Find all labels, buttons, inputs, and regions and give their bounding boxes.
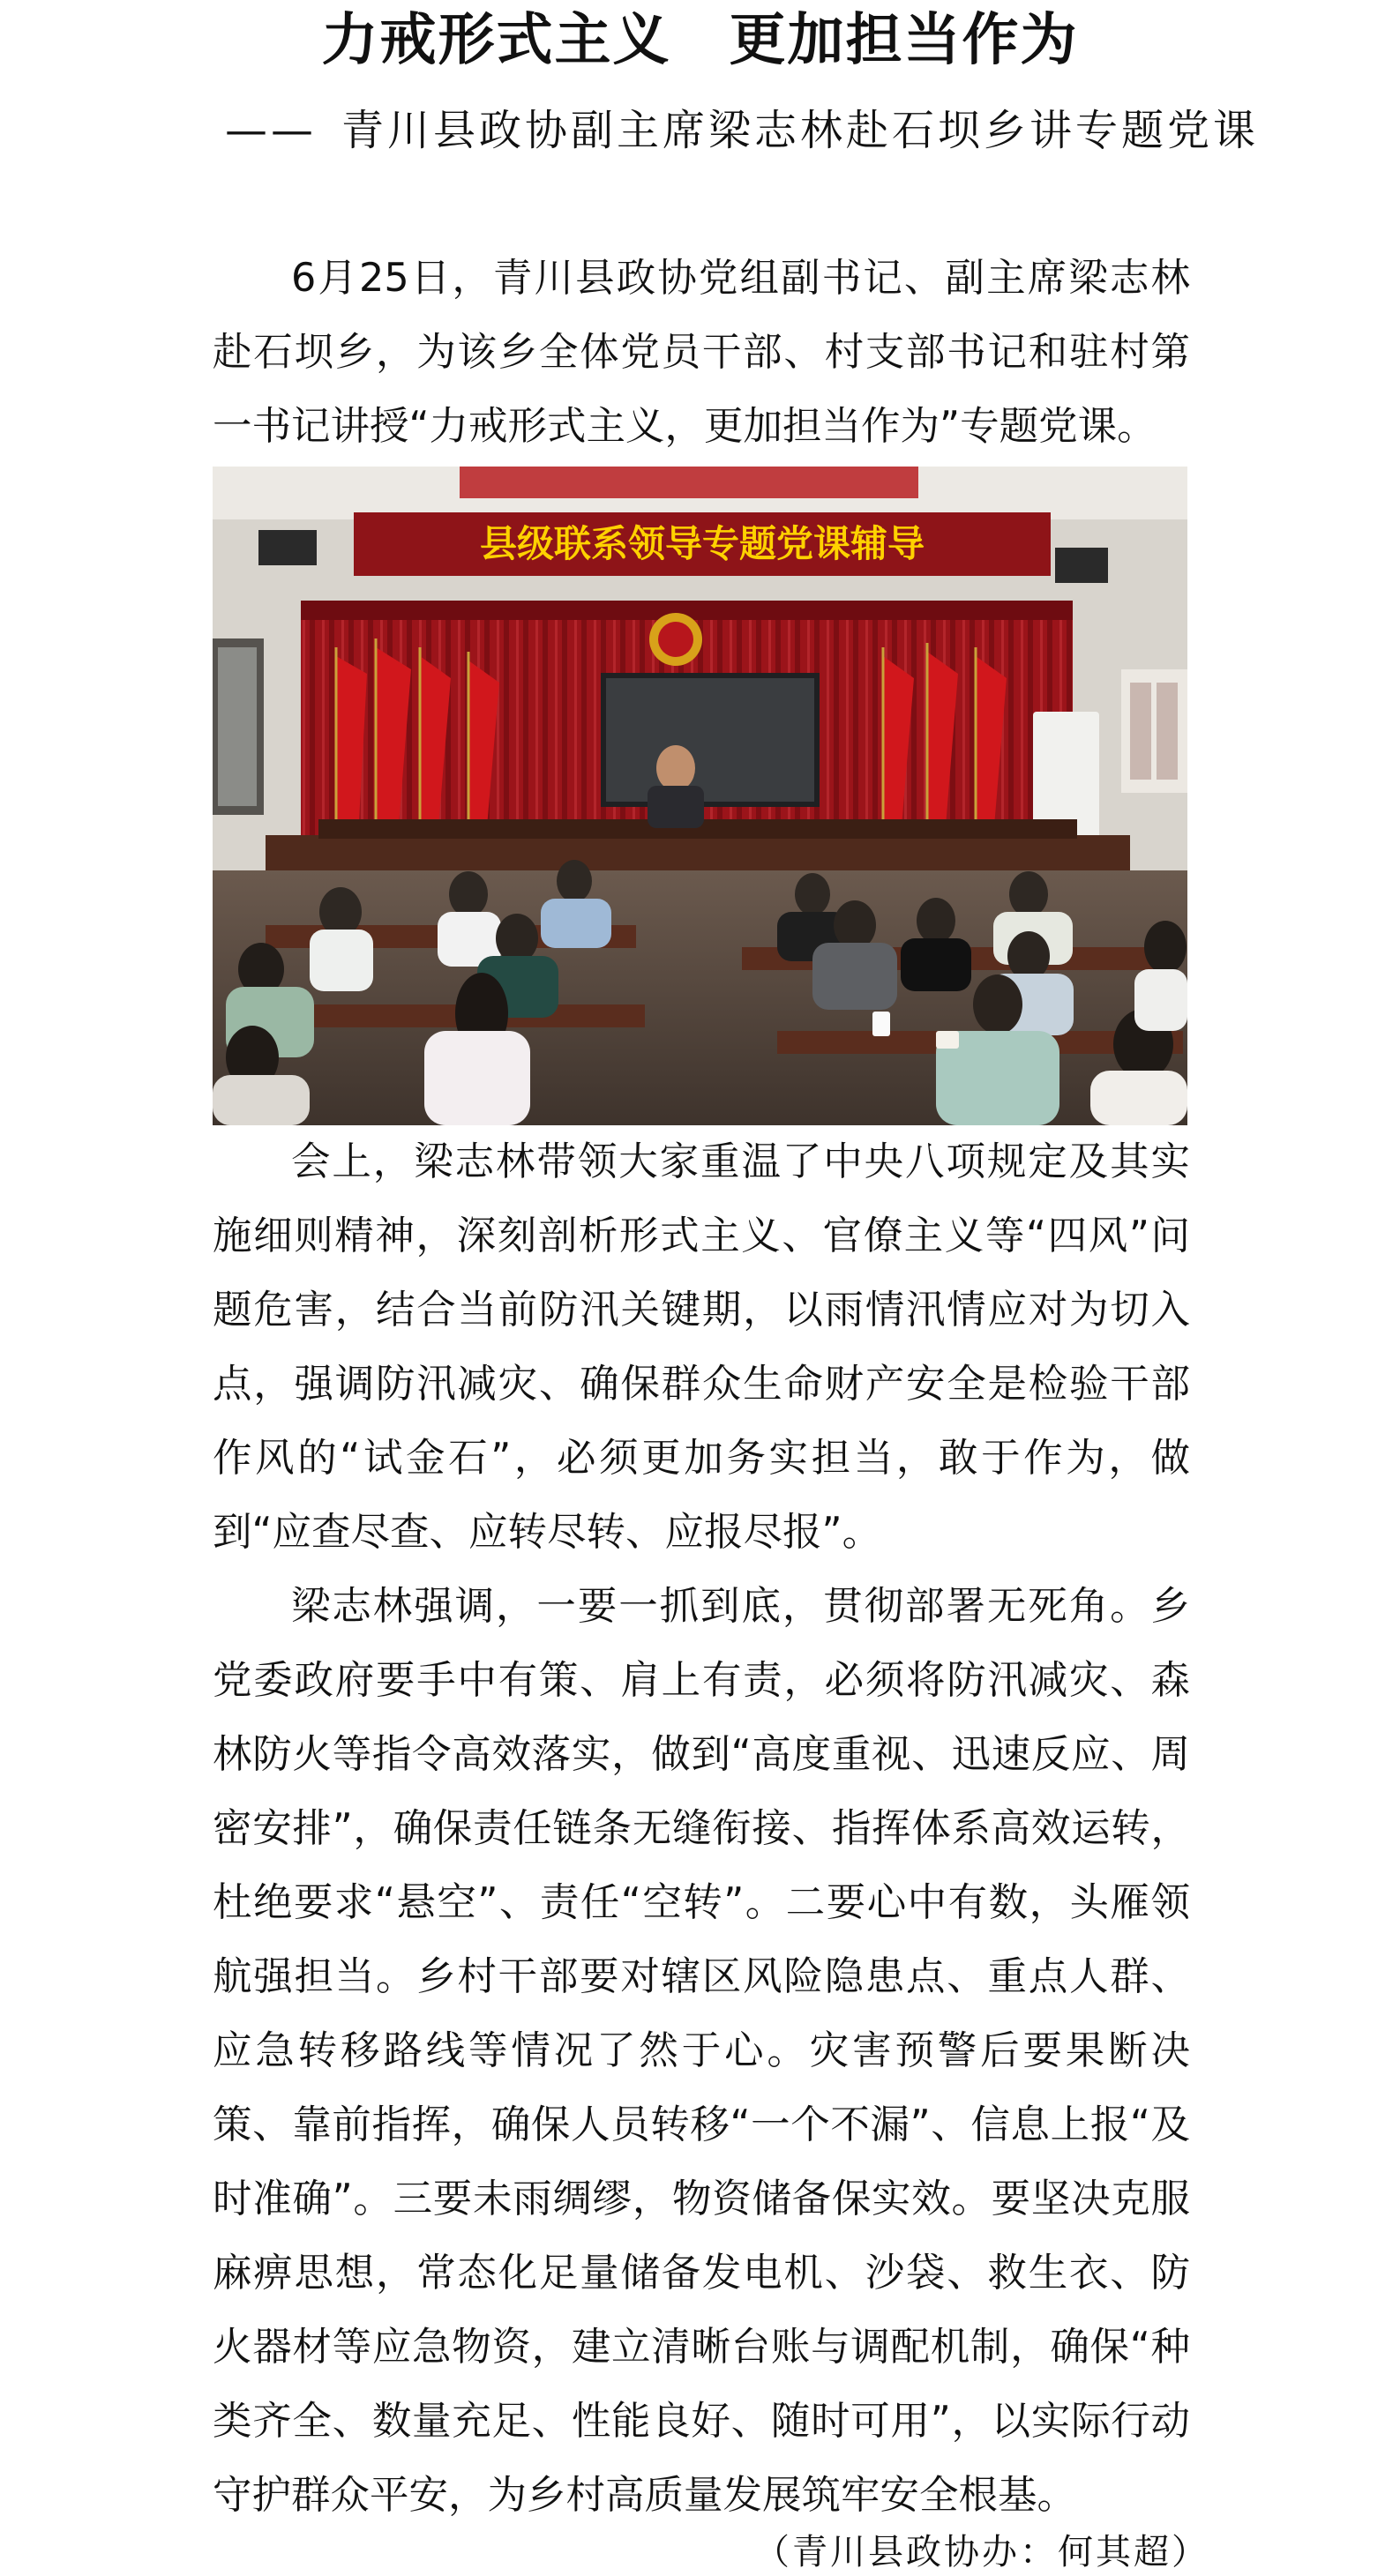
meeting-photo — [213, 467, 1187, 1125]
subtitle-text: 青川县政协副主席梁志林赴石坝乡讲专题党课 — [341, 106, 1260, 155]
article-subtitle — [225, 97, 1259, 164]
subtitle-dash: —— — [225, 106, 317, 155]
paragraph-1: 6月25日，青川县政协党组副书记、副主席梁志林赴石坝乡，为该乡全体党员干部、村支部书记和驻村第一书记讲授“力戒形式主义，更加担当作为”专题党课。 — [213, 256, 1190, 449]
paragraph-3: 梁志林强调，一要一抓到底，贯彻部署无死角。乡党委政府要手中有策、肩上有责，必须将防汛减灾、森林防火等指令高效落实，做到“高度重视、迅速反应、周密安排”，确保责任链条无缝衔接、指挥体系高效运转，杜绝要求“悬空”、责任“空转”。二要心中有数，头雁领航强担当。乡村干部要对辖区风险隐患点、重点人群、应急转移路线等情况了然于心。灾害预警后要果断决策、靠前指挥，确保人员转移“一个不漏”、信息上报“及时准确”。三要未雨绸缪，物资储备保实效。要坚决克服麻痹思想，常态化足量储备发电机、沙袋、救生衣、防火器材等应急物资，建立清晰台账与调配机制，确保“种类齐全、数量充足、性能良好、随时可用”，以实际行动守护群众平安，为乡村高质量发展筑牢安全根基。 — [213, 1584, 1190, 2518]
paragraph-2: 会上，梁志林带领大家重温了中央八项规定及其实施细则精神，深刻剖析形式主义、官僚主义等“四风”问题危害，结合当前防汛关键期，以雨情汛情应对为切入点，强调防汛减灾、确保群众生命财产安全是检验干部作风的“试金石”，必须更加务实担当，敢于作为，做到“应查尽查、应转尽转、应报尽报”。 — [213, 1139, 1190, 1555]
article-title: 力戒形式主义 更加担当作为 — [321, 7, 1079, 73]
author-credit: （青川县政协办：何其超） — [754, 2532, 1209, 2572]
banner-text: 县级联系领导专题党课辅导 — [479, 522, 925, 565]
